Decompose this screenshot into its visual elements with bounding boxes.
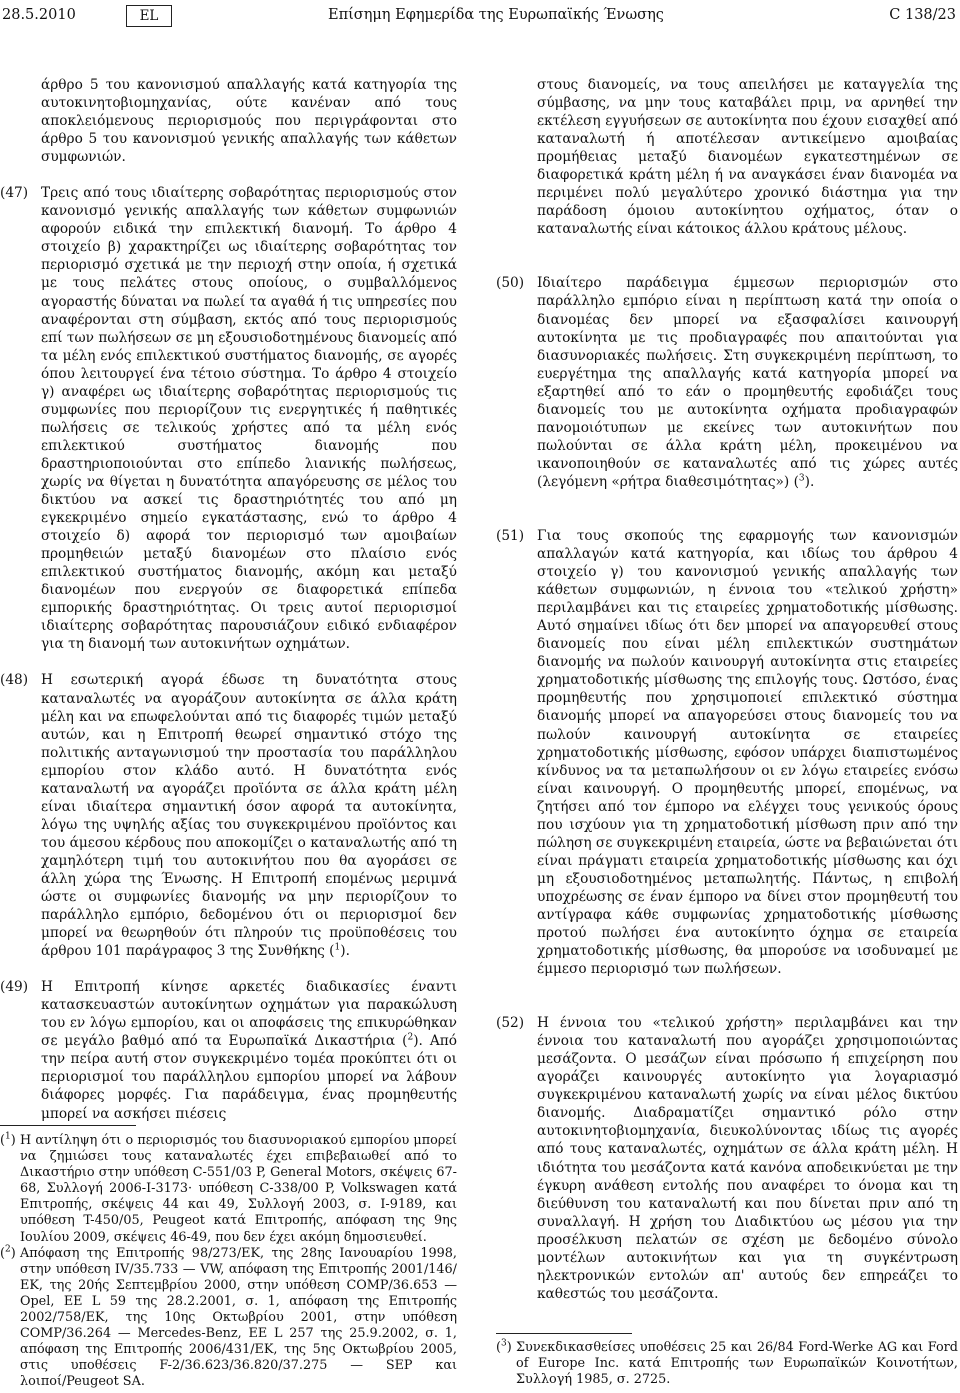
paragraph-48 (0, 671, 457, 960)
issue-number: C 138/23 (889, 7, 956, 23)
paragraph-number: (52) (496, 1015, 525, 1032)
paragraph-text: Η εσωτερική αγορά έδωσε τη δυνατότητα στους καταναλωτές να αγοράζουν αυτοκίνητα σε άλλα κράτη μέλη και να επωφελούνται από τις διαφορές τιμών μεταξύ αυτών, και η Επιτροπή θεωρεί σημαντικό στόχο της πολιτικής ανταγωνισμού την προστασία του παράλληλου εμπορίου στον κλάδο αυτό. Η δυνατότητα ενός καταναλωτή να αγοράζει προϊόντα σε άλλα κράτη μέλη είναι ιδιαίτερα σημαντική όσον αφορά τα αυτοκίνητα, λόγω της υψηλής αξίας του συγκεκριμένου προϊόντος και του άμεσου κέρδους που αποκομίζει ο καταναλωτής από τη χαμηλότερη τιμή του αυτοκινήτου που θα αγοράσει σε άλλη χώρα της Ένωσης. Η Επιτροπή επομένως μεριμνά ώστε οι συμφωνίες διανομής να μην περιορίζουν το παράλληλο εμπόριο, δεδομένου ότι οι περιορισμοί δεν μπορεί να θεωρηθούν ότι πληρούν τις προϋποθέσεις του άρθρου 101 παράγραφος 3 της Συνθήκης ($^1$). (41, 672, 457, 960)
footnote-2: ($^2$) Απόφαση της Επιτροπής 98/273/ΕΚ, της 28ης Ιανουαρίου 1998, στην υπόθεση IV/35.733 — VW, απόφαση της Επιτροπής 2001/146/ΕΚ, της 20ής Σεπτεμβρίου 2000, στην υπόθεση COMP/36.653 — Opel, EE L 59 της 28.2.2001, σ. 1, απόφαση της Επιτροπής 2002/758/ΕΚ, της 10ης Οκτωβρίου 2001, στην υπόθεση COMP/36.264 — Mercedes-Benz, ΕΕ L 257 της 25.9.2002, σ. 1, απόφαση της Επιτροπής 2006/431/ΕΚ, της 5ης Οκτωβρίου 2005, στις υποθέσεις F-2/36.623/36.820/37.275 — SEP και λοιποί/Peugeot SA. (0, 1244, 457, 1390)
paragraph-51 (496, 527, 958, 978)
paragraph-text: Η Επιτροπή κίνησε αρκετές διαδικασίες έναντι κατασκευαστών αυτοκίνητων οχημάτων για παρακώλυση του εν λόγω εμπορίου, και οι αποφάσεις της επικυρώθηκαν σε μεγάλο βαθμό από τα Ευρωπαϊκά Δικαστήρια ($^2$). Από την πείρα αυτή στον συγκεκριμένο τομέα προκύπτει ότι οι περιορισμοί του παράλληλου εμπορίου μπορεί να λάβουν διάφορες μορφές. Για παράδειγμα, ένας προμηθευτής μπορεί να ασκήσει πιέσεις (41, 979, 457, 1122)
footnote-3: ($^3$) Συνεκδικασθείσες υποθέσεις 25 και 26/84 Ford-Werke AG και Ford of Europe Inc. κατά Επιτροπής των Ευρωπαϊκών Κοινοτήτων, Συλλογή 1985, σ. 2725. (496, 1338, 958, 1388)
publication-date: 28.5.2010 (2, 7, 76, 23)
footnote-1: ($^1$) Η αντίληψη ότι ο περιορισμός του διασυνοριακού εμπορίου μπορεί να ζημιώσει τους καταναλωτές έχει επιβεβαιωθεί από το Δικαστήριο στην υπόθεση C-551/03 P, General Motors, σκέψεις 67-68, Συλλογή 2006-I-3173· υπόθεση C-338/00 P, Volkswagen κατά Επιτροπής, σκέψεις 44 και 49, Συλλογή 2003, σ. I-9189, και υπόθεση T-450/05, Peugeot κατά Επιτροπής, απόφαση της 9ης Ιουλίου 2009, σκέψεις 46-49, που δεν έχει ακόμη δημοσιευθεί. (0, 1131, 457, 1245)
paragraph-47 (0, 184, 457, 653)
paragraph-text: Τρεις από τους ιδιαίτερης σοβαρότητας περιορισμούς στον κανονισμό γενικής απαλλαγής των κάθετων συμφωνιών αφορούν ειδικά την επιλεκτική διανομή. Το άρθρο 4 στοιχείο β) χαρακτηρίζει ως ιδιαίτερης σοβαρότητας τον περιορισμό σχετικά με την περιοχή στην οποία, ή σχετικά με τους πελάτες στους οποίους, ο συμβαλλόμενος αγοραστής δύναται να πωλεί τα αγαθά ή τις υπηρεσίες που αναφέρονται στη σύμβαση, εκτός από τους περιορισμούς επί των πωλήσεων σε μη εξουσιοδοτημένους διανομείς από τα μέλη ενός επιλεκτικού συστήματος διανομής, σε αγορές όπου λειτουργεί ένα τέτοιο σύστημα. Το άρθρο 4 στοιχείο γ) αναφέρει ως ιδιαίτερης σοβαρότητας περιορισμούς τις συμφωνίες που περιορίζουν τις ενεργητικές ή παθητικές πωλήσεις σε τελικούς χρήστες από τα μέλη ενός επιλεκτικού συστήματος διανομής που δραστηριοποιούνται στο επίπεδο λιανικής πωλήσεως, χωρίς να θίγεται η δυνατότητα απαγόρευσης σε μέλος του δικτύου να ασκεί τις δραστηριότητές του από μη εγκεκριμένο σημείο εγκατάστασης, ενώ το άρθρο 4 στοιχείο δ) αφορά τον περιορισμό των αμοιβαίων προμηθειών μεταξύ διανομέων στο πλαίσιο ενός επιλεκτικού συστήματος διανομής, ακόμη και μεταξύ διανομέων που ενεργούν σε διαφορετικά επίπεδα εμπορικής δραστηριότητας. Οι τρεις αυτοί περιορισμοί ιδιαίτερης σοβαρότητας παρουσιάζουν ειδικό ενδιαφέρον για τη διανομή των αυτοκινήτων οχημάτων. (41, 185, 457, 653)
right-footnotes (496, 1340, 958, 1388)
language-badge: EL (126, 5, 172, 27)
paragraph-52 (496, 1014, 958, 1303)
left-footnotes (0, 1133, 457, 1391)
paragraph-49 (0, 978, 457, 1122)
paragraph-50 (496, 274, 958, 491)
paragraph-number: (47) (0, 185, 29, 202)
journal-title: Επίσημη Εφημερίδα της Ευρωπαϊκής Ένωσης (328, 7, 664, 23)
left-intro-paragraph: άρθρο 5 του κανονισμού απαλλαγής κατά κατηγορία της αυτοκινητοβιομηχανίας, ούτε κανέναν από τους αποκλειόμενους περιορισμούς που περιγράφονται στο άρθρο 5 του κανονισμού γενικής απαλλαγής των κάθετων συμφωνιών. (41, 77, 457, 166)
paragraph-text: Για τους σκοπούς της εφαρμογής των κανονισμών απαλλαγών κατά κατηγορία, και ιδίως του άρθρου 4 στοιχείο γ) του κανονισμού γενικής απαλλαγής των κάθετων συμφωνιών, η έννοια του «τελικού χρήστη» περιλαμβάνει και τις εταιρείες χρηματοδοτικής μίσθωσης. Αυτό σημαίνει ιδίως ότι δεν μπορεί να απαγορευθεί στους διανομείς που είναι μέλη επιλεκτικών συστημάτων διανομής να πωλούν καινουργή αυτοκίνητα στις εταιρείες χρηματοδοτικής μίσθωσης της επιλογής τους. Ωστόσο, ένας προμηθευτής που χρησιμοποιεί επιλεκτικό σύστημα διανομής μπορεί να απαγορεύσει στους διανομείς του να πωλούν καινουργή αυτοκίνητα σε εταιρείες χρηματοδοτικής μίσθωσης, εφόσον υπάρχει διαπιστωμένος κίνδυνος να τα μεταπωλήσουν οι εν λόγω εταιρείες ενόσω είναι καινουργή. Ο προμηθευτής μπορεί, επομένως, να ζητήσει από τον έμπορο να ελέγχει τους γενικούς όρους που ισχύουν για τη χρηματοδοτική μίσθωση πριν από την πώληση σε συγκεκριμένη εταιρεία, ώστε να βεβαιώνεται ότι είναι πράγματι εταιρεία χρηματοδοτικής μίσθωσης και όχι μη εξουσιοδοτημένος μεταπωλητής. Πάντως, η επιβολή υποχρέωσης σε έναν έμπορο να δίνει στον προμηθευτή του αντίγραφα κάθε συμφωνίας χρηματοδοτικής μίσθωσης προτού πωλήσει ένα αυτοκίνητο όχημα σε εταιρεία χρηματοδοτικής μίσθωσης, θα μπορούσε να ισοδυναμεί με έμμεσο περιορισμό των πωλήσεων. (537, 527, 958, 978)
paragraph-number: (48) (0, 672, 29, 689)
left-column (0, 76, 457, 1123)
right-intro-paragraph: στους διανομείς, να τους απειλήσει με καταγγελία της σύμβασης, να μην τους καταβάλει πριμ, να αρνηθεί την εκτέλεση εγγυήσεων σε αυτοκίνητα που έχουν εισαχθεί από καταναλωτή ή αποτέλεσαν αντικείμενο αμοιβαίας προμήθειας μεταξύ διανομέων εγκατεστημένων σε διαφορετικά κράτη μέλη ή να αναγκάσει έναν διανομέα να περιμένει πολύ μεγαλύτερο χρονικό διάστημα για την παράδοση όμοιου αυτοκίνητου οχήματος, όταν ο καταναλωτής είναι κάτοικος άλλου κράτους μέλους. (537, 77, 958, 238)
paragraph-number: (51) (496, 527, 525, 544)
footnote-ref[interactable]: 2 (407, 1032, 414, 1043)
paragraph-number: (50) (496, 275, 525, 292)
footnote-ref[interactable]: 1 (334, 942, 341, 953)
paragraph-text: Ιδιαίτερο παράδειγμα έμμεσων περιορισμών στο παράλληλο εμπόριο είναι η περίπτωση κατά την οποία ο διανομέας δεν μπορεί να εξασφαλίσει καινουργή αυτοκίνητα με τις προδιαγραφές που απαιτούνται για διασυνοριακές πωλήσεις. Στη συγκεκριμένη περίπτωση, το ευεργέτημα της απαλλαγής κατά κατηγορία μπορεί να εξαρτηθεί από το εάν ο προμηθευτής εφοδιάζει τους διανομείς του με αυτοκίνητα οχήματα προδιαγραφών πανομοιότυπων με εκείνες των αυτοκινήτων που πωλούνται σε άλλα κράτη μέλη, προκειμένου να ικανοποιηθούν σε καταναλωτές από τις χώρες αυτές (λεγόμενη «ρήτρα διαθεσιμότητας») ($^3$). (537, 275, 958, 490)
footnote-separator (0, 1125, 136, 1126)
footnote-ref[interactable]: 3 (798, 473, 805, 484)
paragraph-number: (49) (0, 979, 29, 996)
footnote-separator (496, 1333, 632, 1334)
right-column (496, 76, 958, 1303)
paragraph-text: Η έννοια του «τελικού χρήστη» περιλαμβάνει και την έννοια του καταναλωτή που αγοράζει χρησιμοποιώντας μεσάζοντα. Ο μεσάζων είναι πρόσωπο ή επιχείρηση που αγοράζει καινουργές αυτοκίνητο για λογαριασμό συγκεκριμένου καταναλωτή χωρίς να είναι μέλος δικτύου διανομής. Διαδραματίζει σημαντικό ρόλο στην αυτοκινητοβιομηχανία, διευκολύνοντας ιδίως τις αγορές από τους καταναλωτές, οχημάτων σε άλλα κράτη μέλη. Η ιδιότητα του μεσάζοντα κατά κανόνα αποδεικνύεται με την έγκυρη ανάθεση εντολής που αναφέρει το όνομα και τη διεύθυνση του καταναλωτή και που δίνεται πριν από τη συναλλαγή. Η χρήση του Διαδικτύου ως μέσου για την προσέλκυση πελατών σε σχέση με δεδομένο σύνολο μοντέλων αυτοκινήτων και για τη συγκέντρωση ηλεκτρονικών εντολών απ' αυτούς δεν επηρεάζει το καθεστώς του μεσάζοντα. (537, 1015, 958, 1302)
page-header (0, 5, 960, 31)
